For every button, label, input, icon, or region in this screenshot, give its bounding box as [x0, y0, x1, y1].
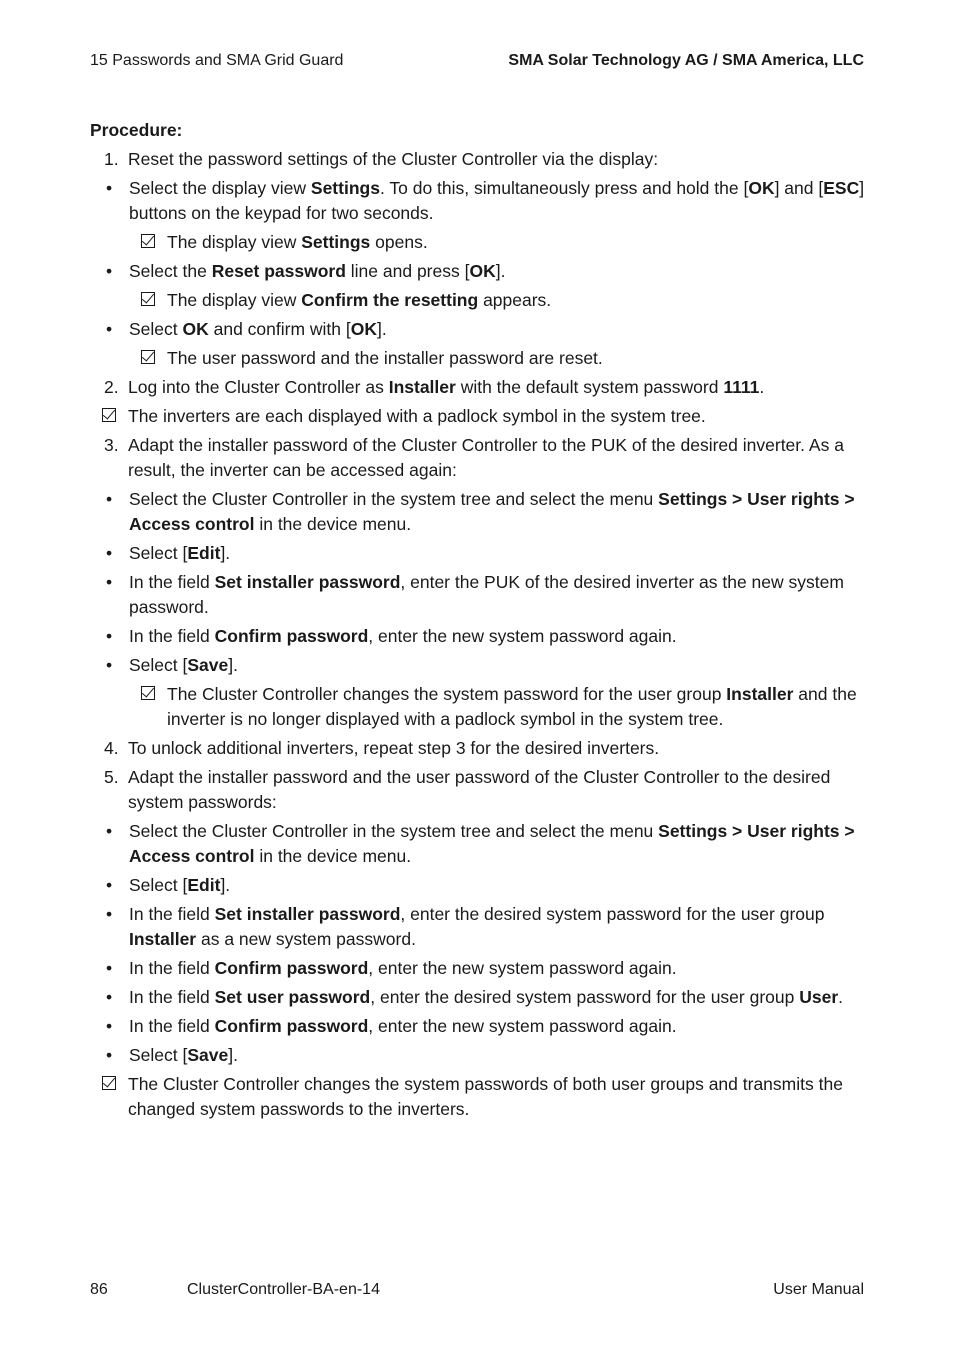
- text-run: in the device menu.: [254, 846, 412, 866]
- text-run: The Cluster Controller changes the system passwords of both user groups and transmits the changed system passwords to the inverters.: [128, 1074, 843, 1119]
- sub-step: [90, 487, 870, 537]
- result-text: [167, 290, 551, 310]
- checkbox-checked-icon: [141, 686, 155, 700]
- emphasized-text: OK: [748, 178, 775, 198]
- text-run: In the field: [129, 1016, 215, 1036]
- sub-step: [90, 1043, 870, 1068]
- emphasized-text: Edit: [187, 543, 221, 563]
- sub-step-list: [90, 487, 870, 732]
- page-number: 86: [90, 1281, 108, 1298]
- steps-list: [90, 147, 870, 1068]
- emphasized-text: Settings > User rights > Access control: [129, 821, 855, 866]
- text-run: Adapt the installer password and the user password of the Cluster Controller to the desired system passwords:: [128, 767, 831, 812]
- emphasized-text: User: [799, 987, 839, 1007]
- sub-step-text: [129, 956, 870, 981]
- procedure-step: [90, 147, 870, 172]
- sub-step: [90, 176, 870, 226]
- step-number: 2.: [104, 377, 119, 397]
- final-result-text: [128, 1074, 843, 1119]
- text-run: , enter the desired system password for the user group: [370, 987, 800, 1007]
- text-run: , enter the desired system password for the user group: [400, 904, 825, 924]
- procedure-step: [90, 433, 870, 483]
- emphasized-text: Edit: [187, 875, 221, 895]
- sub-step-list: [90, 819, 870, 1068]
- procedure-step: [90, 736, 870, 761]
- emphasized-text: OK: [182, 319, 209, 339]
- emphasized-text: Reset password: [211, 261, 346, 281]
- sub-step-text: [129, 1043, 870, 1068]
- emphasized-text: Settings: [310, 178, 380, 198]
- text-run: , enter the new system password again.: [368, 958, 677, 978]
- sub-step-text: [129, 985, 870, 1010]
- sub-step: [90, 873, 870, 898]
- sub-step: [90, 956, 870, 981]
- result-line: [90, 404, 870, 429]
- emphasized-text: Settings > User rights > Access control: [129, 489, 855, 534]
- sub-step: [90, 985, 870, 1010]
- emphasized-text: Confirm password: [214, 1016, 369, 1036]
- emphasized-text: Confirm password: [214, 958, 369, 978]
- document-id: ClusterController-BA-en-14: [187, 1281, 380, 1298]
- text-run: Select: [129, 319, 183, 339]
- text-run: and confirm with [: [208, 319, 351, 339]
- sub-step-text: [129, 176, 870, 226]
- procedure-step: [90, 375, 870, 400]
- emphasized-text: OK: [350, 319, 377, 339]
- text-run: The inverters are each displayed with a padlock symbol in the system tree.: [128, 406, 706, 426]
- text-run: The display view: [167, 232, 302, 252]
- text-run: Select [: [129, 543, 188, 563]
- text-run: Select the display view: [129, 178, 311, 198]
- text-run: Select the Cluster Controller in the system tree and select the menu: [129, 821, 659, 841]
- sub-step-text: [129, 1014, 870, 1039]
- text-run: , enter the PUK of the desired inverter as the new system password.: [129, 572, 844, 617]
- text-run: and the inverter is no longer displayed with a padlock symbol in the system tree.: [167, 684, 857, 729]
- text-run: Select [: [129, 655, 188, 675]
- emphasized-text: Settings: [301, 232, 371, 252]
- checkbox-checked-icon: [102, 1076, 116, 1090]
- emphasized-text: Save: [187, 655, 229, 675]
- result-text: [128, 406, 706, 426]
- sub-step: [90, 570, 870, 620]
- text-run: In the field: [129, 958, 215, 978]
- step-number: 3.: [104, 435, 119, 455]
- checkbox-checked-icon: [141, 234, 155, 248]
- sub-step: [90, 902, 870, 952]
- sub-step-text: [129, 259, 870, 284]
- procedure-content: [90, 118, 870, 1122]
- sub-step-list: [90, 176, 870, 371]
- sub-step-text: [129, 317, 870, 342]
- sub-step: [90, 653, 870, 678]
- result-text: [167, 232, 428, 252]
- header-section-title: 15 Passwords and SMA Grid Guard: [90, 52, 344, 69]
- sub-step-text: [129, 873, 870, 898]
- emphasized-text: Set installer password: [214, 572, 401, 592]
- text-run: Log into the Cluster Controller as: [128, 377, 389, 397]
- text-run: line and press [: [345, 261, 470, 281]
- text-run: .: [838, 987, 844, 1007]
- text-run: . To do this, simultaneously press and hold the [: [379, 178, 749, 198]
- sub-step: [90, 1014, 870, 1039]
- sub-step-text: [129, 819, 870, 869]
- sub-step-text: [129, 570, 870, 620]
- text-run: In the field: [129, 987, 215, 1007]
- sub-step-text: [129, 653, 870, 678]
- procedure-title: Procedure:: [90, 120, 183, 140]
- text-run: Select [: [129, 1045, 188, 1065]
- emphasized-text: Set user password: [214, 987, 371, 1007]
- step-text: [128, 736, 870, 761]
- text-run: Select the Cluster Controller in the system tree and select the menu: [129, 489, 659, 509]
- text-run: in the device menu.: [254, 514, 412, 534]
- sub-step: [90, 259, 870, 284]
- result-line: [129, 682, 870, 732]
- checkbox-checked-icon: [102, 408, 116, 422]
- emphasized-text: Confirm password: [214, 626, 369, 646]
- sub-step: [90, 541, 870, 566]
- result-line: [129, 230, 870, 255]
- checkbox-checked-icon: [141, 350, 155, 364]
- emphasized-text: 1111: [723, 377, 760, 397]
- step-number: 5.: [104, 767, 119, 787]
- result-line: [129, 288, 870, 313]
- text-run: as a new system password.: [196, 929, 416, 949]
- text-run: In the field: [129, 572, 215, 592]
- text-run: ].: [220, 875, 231, 895]
- step-text: [128, 433, 870, 483]
- sub-step: [90, 317, 870, 342]
- text-run: ].: [495, 261, 506, 281]
- emphasized-text: Installer: [726, 684, 794, 704]
- text-run: .: [759, 377, 765, 397]
- text-run: Select [: [129, 875, 188, 895]
- text-run: In the field: [129, 626, 215, 646]
- text-run: ].: [228, 1045, 238, 1065]
- emphasized-text: Installer: [388, 377, 456, 397]
- result-text: [167, 348, 603, 368]
- sub-step: [90, 819, 870, 869]
- text-run: , enter the new system password again.: [368, 626, 677, 646]
- emphasized-text: Installer: [129, 929, 197, 949]
- text-run: The Cluster Controller changes the system password for the user group: [167, 684, 727, 704]
- text-run: , enter the new system password again.: [368, 1016, 677, 1036]
- step-number: 4.: [104, 738, 119, 758]
- text-run: ].: [220, 543, 231, 563]
- step-text: [128, 375, 870, 400]
- text-run: with the default system password: [455, 377, 724, 397]
- emphasized-text: ESC: [823, 178, 860, 198]
- header-company-name: SMA Solar Technology AG / SMA America, LLC: [508, 52, 864, 69]
- text-run: ] buttons on the keypad for two seconds.: [129, 178, 865, 223]
- text-run: Select the: [129, 261, 212, 281]
- sub-step: [90, 624, 870, 649]
- result-text: [167, 684, 857, 729]
- emphasized-text: OK: [469, 261, 496, 281]
- procedure-step: [90, 765, 870, 815]
- emphasized-text: Confirm the resetting: [301, 290, 479, 310]
- text-run: The user password and the installer password are reset.: [167, 348, 603, 368]
- text-run: ] and [: [774, 178, 824, 198]
- step-text: [128, 147, 870, 172]
- emphasized-text: Set installer password: [214, 904, 401, 924]
- sub-step-text: [129, 624, 870, 649]
- step-number: 1.: [104, 149, 119, 169]
- emphasized-text: Save: [187, 1045, 229, 1065]
- sub-step-text: [129, 487, 870, 537]
- text-run: Reset the password settings of the Cluster Controller via the display:: [128, 149, 659, 169]
- sub-step-text: [129, 902, 870, 952]
- text-run: opens.: [370, 232, 428, 252]
- result-line: [129, 346, 870, 371]
- step-text: [128, 765, 870, 815]
- text-run: ].: [377, 319, 387, 339]
- text-run: appears.: [478, 290, 552, 310]
- text-run: In the field: [129, 904, 215, 924]
- text-run: ].: [228, 655, 238, 675]
- text-run: The display view: [167, 290, 302, 310]
- document-type: User Manual: [773, 1281, 864, 1298]
- text-run: To unlock additional inverters, repeat step 3 for the desired inverters.: [128, 738, 660, 758]
- checkbox-checked-icon: [141, 292, 155, 306]
- final-result: [90, 1072, 870, 1122]
- text-run: Adapt the installer password of the Cluster Controller to the PUK of the desired inverter. As a result, the inverter can be accessed again:: [128, 435, 844, 480]
- sub-step-text: [129, 541, 870, 566]
